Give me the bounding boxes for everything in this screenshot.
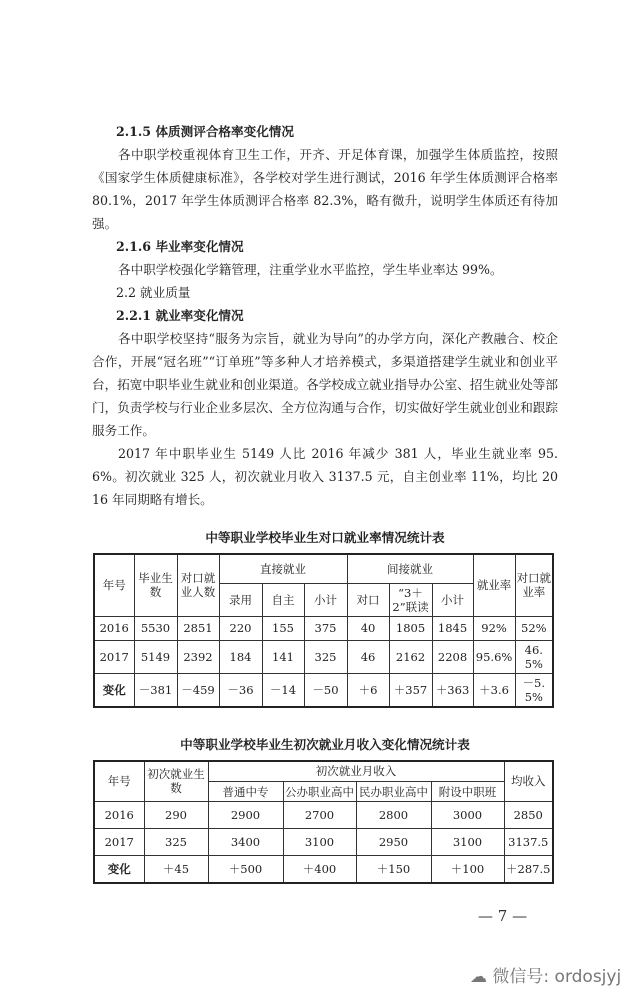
- paragraph: 各中职学校坚持“服务为宗旨，就业为导向”的办学方向，深化产教融合、校企合作，开展“冠名班”“订单班”等多种人才培养模式，多渠道搭建学生就业和创业平台，拓宽中职毕业生就业和创业渠道。各学校成立就业指导办公室、招生就业处等部门，负责学校与行业企业多层次、全方位沟通与合作，切实做好学生就业创业和跟踪服务工作。: [92, 331, 558, 438]
- paragraph: 2017 年中职毕业生 5149 人比 2016 年减少 381 人，毕业生就业率 95.6%。初次就业 325 人，初次就业月收入 3137.5 元，自主创业率 11%，均比 2016 年同期略有增长。: [92, 446, 558, 507]
- subheader: “3＋2”联读: [389, 583, 432, 616]
- table-cell: 2850: [504, 802, 553, 829]
- table-cell: －36: [219, 673, 262, 707]
- header-grads: 毕业生数: [134, 554, 177, 616]
- table-cell: 155: [262, 616, 304, 640]
- table-cell: 2700: [283, 802, 356, 829]
- table-cell: 375: [304, 616, 347, 640]
- table2-title: 中等职业学校毕业生初次就业月收入变化情况统计表: [180, 736, 470, 752]
- table-cell: 2800: [356, 802, 431, 829]
- table-cell: 3400: [208, 829, 283, 856]
- table-cell: ＋3.6: [473, 673, 515, 707]
- table-cell: 220: [219, 616, 262, 640]
- table-cell: 3100: [431, 829, 504, 856]
- table-cell: 46: [347, 640, 389, 673]
- table-row: [94, 856, 553, 883]
- table-cell: 2017: [94, 640, 134, 673]
- subheader: 公办职业高中: [283, 782, 356, 802]
- table-cell: 变化: [94, 673, 134, 707]
- table-cell: ＋500: [208, 856, 283, 883]
- header-year: 年号: [94, 761, 144, 802]
- table-cell: ＋100: [431, 856, 504, 883]
- heading-2-1-6: 2.1.6 毕业率变化情况: [116, 239, 244, 254]
- header-matched-rate: 对口就业率: [515, 554, 553, 616]
- header-matched: 对口就业人数: [177, 554, 219, 616]
- table-cell: ＋287.5: [504, 856, 553, 883]
- table-cell: 2017: [94, 829, 144, 856]
- table-cell: 290: [144, 802, 208, 829]
- table-row: [94, 616, 553, 640]
- header-direct: 直接就业: [219, 554, 347, 583]
- table-cell: 2016: [94, 616, 134, 640]
- table-cell: 95.6%: [473, 640, 515, 673]
- table-cell: －14: [262, 673, 304, 707]
- table-cell: 2162: [389, 640, 432, 673]
- table-cell: －50: [304, 673, 347, 707]
- table-cell: 变化: [94, 856, 144, 883]
- employment-rate-table: [93, 553, 554, 708]
- table-cell: ＋400: [283, 856, 356, 883]
- table-cell: 184: [219, 640, 262, 673]
- subheader: 对口: [347, 583, 389, 616]
- table-row: [94, 802, 553, 829]
- header-income: 初次就业月收入: [208, 761, 504, 782]
- header-avg: 均收入: [504, 761, 553, 802]
- wechat-watermark: [470, 966, 622, 988]
- table-cell: 46.5%: [515, 640, 553, 673]
- page-number: — 7 —: [478, 906, 528, 925]
- header-year: 年号: [94, 554, 134, 616]
- paragraph: 各中职学校强化学籍管理，注重学业水平监控，学生毕业率达 99%。: [118, 262, 503, 277]
- paragraph: 各中职学校重视体育卫生工作，开齐、开足体育课，加强学生体质监控，按照《国家学生体质健康标准》，各学校对学生进行测试，2016 年学生体质测评合格率 80.1%，2017 年学生体质测评合格率 82.3%，略有微升，说明学生体质还有待加强。: [92, 147, 558, 231]
- table-cell: 2392: [177, 640, 219, 673]
- table-row: [94, 640, 553, 673]
- table-cell: 5149: [134, 640, 177, 673]
- subheader: 普通中专: [208, 782, 283, 802]
- table-cell: 52%: [515, 616, 553, 640]
- table-row: [94, 829, 553, 856]
- watermark-text: 微信号: ordosjyj: [492, 966, 622, 987]
- table-cell: 3000: [431, 802, 504, 829]
- income-table: [93, 760, 554, 884]
- header-indirect: 间接就业: [347, 554, 473, 583]
- subheader: 小计: [304, 583, 347, 616]
- table-cell: －459: [177, 673, 219, 707]
- heading-2-2: 2.2 就业质量: [116, 285, 191, 300]
- subheader: 小计: [432, 583, 473, 616]
- table-cell: ＋45: [144, 856, 208, 883]
- table-row: [94, 673, 553, 707]
- table-cell: 5530: [134, 616, 177, 640]
- table-cell: 325: [304, 640, 347, 673]
- subheader: 录用: [219, 583, 262, 616]
- wechat-icon: ☁: [470, 966, 493, 987]
- subheader: 附设中职班: [431, 782, 504, 802]
- table-cell: 40: [347, 616, 389, 640]
- table-cell: 1845: [432, 616, 473, 640]
- table-cell: 2208: [432, 640, 473, 673]
- header-rate: 就业率: [473, 554, 515, 616]
- header-first: 初次就业生数: [144, 761, 208, 802]
- table-cell: 92%: [473, 616, 515, 640]
- table-cell: 325: [144, 829, 208, 856]
- table-cell: 3137.5: [504, 829, 553, 856]
- subheader: 民办职业高中: [356, 782, 431, 802]
- table-cell: 1805: [389, 616, 432, 640]
- table-cell: ＋357: [389, 673, 432, 707]
- table-cell: ＋150: [356, 856, 431, 883]
- table-cell: 2851: [177, 616, 219, 640]
- table-cell: 3100: [283, 829, 356, 856]
- subheader: 自主: [262, 583, 304, 616]
- table-cell: 2950: [356, 829, 431, 856]
- table-cell: －381: [134, 673, 177, 707]
- table-cell: 2900: [208, 802, 283, 829]
- table-cell: 2016: [94, 802, 144, 829]
- table1-title: 中等职业学校毕业生对口就业率情况统计表: [205, 530, 445, 545]
- table-cell: 141: [262, 640, 304, 673]
- heading-2-1-5: 2.1.5 体质测评合格率变化情况: [116, 124, 294, 139]
- table-cell: －5.5%: [515, 673, 553, 707]
- table-cell: ＋6: [347, 673, 389, 707]
- table-cell: ＋363: [432, 673, 473, 707]
- heading-2-2-1: 2.2.1 就业率变化情况: [116, 308, 244, 323]
